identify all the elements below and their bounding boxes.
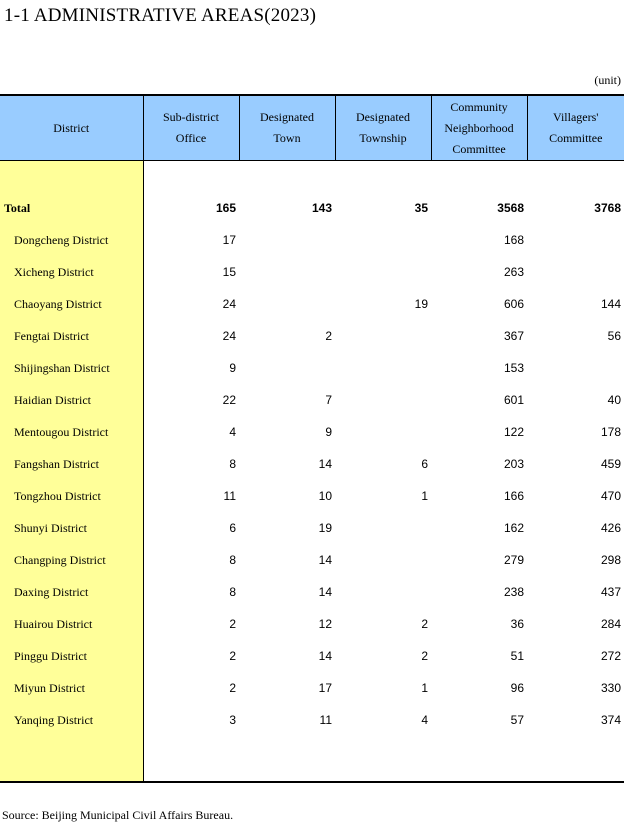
table-cell: 606: [503, 297, 524, 311]
district-name: Shijingshan District: [0, 352, 143, 384]
column-header: Sub-district Office: [143, 95, 239, 161]
table-cell: 238: [503, 585, 524, 599]
table-cell: 24: [222, 297, 236, 311]
table-cell: 367: [503, 329, 524, 343]
table-cell: 279: [503, 553, 524, 567]
table-cell: 601: [503, 393, 524, 407]
table-header-row: [0, 95, 624, 161]
table-cell: 17: [222, 233, 236, 247]
column-header: Designated Town: [239, 95, 335, 161]
spacer-row: [0, 736, 624, 782]
spacer-row: [0, 161, 624, 193]
district-name: Shunyi District: [0, 512, 143, 544]
spacer-cell: [0, 736, 143, 782]
table-cell: [239, 224, 335, 256]
table-row: [0, 288, 624, 320]
table-cell: 1: [421, 681, 428, 695]
table-cell: [335, 416, 431, 448]
district-name: Xicheng District: [0, 256, 143, 288]
table-cell: 12: [318, 617, 332, 631]
table-cell: [335, 256, 431, 288]
district-name: Fengtai District: [0, 320, 143, 352]
table-cell: 22: [222, 393, 236, 407]
table-cell: 14: [318, 649, 332, 663]
table-cell: [527, 352, 624, 384]
table-cell: 11: [319, 713, 332, 727]
table-cell: [239, 352, 335, 384]
table-row: [0, 256, 624, 288]
source-note: Source: Beijing Municipal Civil Affairs Bureau.: [2, 808, 234, 822]
column-header: District: [0, 95, 143, 161]
table-cell: 1: [421, 489, 428, 503]
table-cell: 3: [229, 713, 236, 727]
total-cell: 3568: [497, 201, 524, 215]
table-cell: 272: [600, 649, 621, 663]
table-cell: [527, 224, 624, 256]
total-label: Total: [0, 192, 143, 224]
table-cell: 178: [600, 425, 621, 439]
district-name: Miyun District: [0, 672, 143, 704]
table-cell: [239, 256, 335, 288]
total-row: [0, 192, 624, 224]
table-cell: 6: [229, 521, 236, 535]
spacer-cell: [0, 161, 143, 193]
table-row: [0, 544, 624, 576]
table-cell: [335, 544, 431, 576]
table-cell: 17: [318, 681, 332, 695]
table-row: [0, 416, 624, 448]
table-cell: 470: [600, 489, 621, 503]
district-name: Yanqing District: [0, 704, 143, 736]
table-row: [0, 512, 624, 544]
table-row: [0, 320, 624, 352]
table-cell: 14: [318, 457, 332, 471]
table-cell: 24: [222, 329, 236, 343]
page-title: 1-1 ADMINISTRATIVE AREAS(2023): [4, 5, 317, 26]
table-cell: 168: [503, 233, 524, 247]
district-name: Tongzhou District: [0, 480, 143, 512]
total-cell: 143: [311, 201, 332, 215]
district-name: Chaoyang District: [0, 288, 143, 320]
district-name: Changping District: [0, 544, 143, 576]
table-cell: [335, 320, 431, 352]
table-cell: 4: [421, 713, 428, 727]
table-cell: 122: [503, 425, 524, 439]
table-cell: [527, 256, 624, 288]
table-cell: 2: [229, 649, 236, 663]
table-cell: 330: [600, 681, 621, 695]
table-row: [0, 224, 624, 256]
unit-label: (unit): [594, 73, 621, 87]
table-cell: [335, 224, 431, 256]
table-cell: [335, 576, 431, 608]
table-cell: 11: [223, 489, 236, 503]
district-name: Haidian District: [0, 384, 143, 416]
table-cell: 2: [229, 617, 236, 631]
table-cell: 263: [503, 265, 524, 279]
table-cell: 8: [229, 457, 236, 471]
table-cell: 8: [229, 553, 236, 567]
district-name: Fangshan District: [0, 448, 143, 480]
table-cell: 374: [600, 713, 621, 727]
table-cell: 162: [503, 521, 524, 535]
table-row: [0, 352, 624, 384]
column-header: Villagers' Committee: [527, 95, 624, 161]
table-cell: 40: [607, 393, 621, 407]
table-cell: 298: [600, 553, 621, 567]
table-cell: 426: [600, 521, 621, 535]
table-row: [0, 608, 624, 640]
table-cell: 14: [318, 553, 332, 567]
total-cell: 165: [215, 201, 236, 215]
total-cell: 35: [414, 201, 428, 215]
table-cell: 459: [600, 457, 621, 471]
table-cell: 51: [510, 649, 524, 663]
district-name: Daxing District: [0, 576, 143, 608]
table-cell: [239, 288, 335, 320]
table-cell: 36: [510, 617, 524, 631]
table-cell: 6: [421, 457, 428, 471]
table-cell: 57: [510, 713, 524, 727]
table-cell: 2: [421, 617, 428, 631]
table-cell: 166: [503, 489, 524, 503]
table-row: [0, 480, 624, 512]
administrative-areas-table: [0, 94, 624, 783]
table-cell: 56: [607, 329, 621, 343]
table-cell: 144: [600, 297, 621, 311]
table-cell: [335, 352, 431, 384]
table-row: [0, 704, 624, 736]
district-name: Mentougou District: [0, 416, 143, 448]
table-cell: 2: [229, 681, 236, 695]
table-cell: 19: [414, 297, 428, 311]
district-name: Huairou District: [0, 608, 143, 640]
district-name: Dongcheng District: [0, 224, 143, 256]
column-header: Designated Township: [335, 95, 431, 161]
table-cell: 15: [222, 265, 236, 279]
table-cell: [335, 384, 431, 416]
column-header: Community Neighborhood Committee: [431, 95, 527, 161]
table-cell: 203: [503, 457, 524, 471]
table-row: [0, 672, 624, 704]
table-cell: 8: [229, 585, 236, 599]
table-cell: [335, 512, 431, 544]
table-cell: 2: [421, 649, 428, 663]
table-cell: 96: [510, 681, 524, 695]
table-cell: 9: [229, 361, 236, 375]
table-row: [0, 640, 624, 672]
table-cell: 14: [318, 585, 332, 599]
table-row: [0, 576, 624, 608]
table-row: [0, 384, 624, 416]
table-cell: 7: [325, 393, 332, 407]
table-cell: 9: [325, 425, 332, 439]
table-cell: 10: [318, 489, 332, 503]
table-cell: 153: [503, 361, 524, 375]
district-name: Pinggu District: [0, 640, 143, 672]
table-cell: 284: [600, 617, 621, 631]
table-row: [0, 448, 624, 480]
table-cell: 2: [325, 329, 332, 343]
table-cell: 19: [318, 521, 332, 535]
table-cell: 437: [600, 585, 621, 599]
total-cell: 3768: [594, 201, 621, 215]
table-cell: 4: [229, 425, 236, 439]
